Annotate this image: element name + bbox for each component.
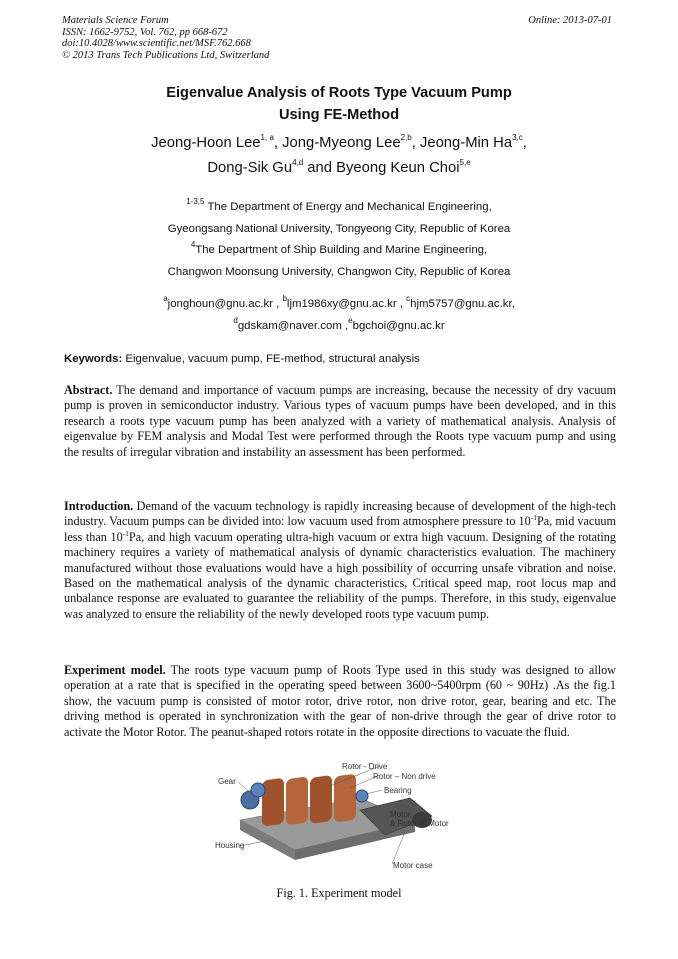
online-date: Online: 2013-07-01 <box>528 15 612 26</box>
abstract-text: The demand and importance of vacuum pumps are increasing, because the necessity of dry vacuum pump is proven in semiconductor industry. Various types of vacuum pumps have been developed, and in this research a roots type vacuum pump has been analyzed with a variety of mathematical analysis. Analysis of eigenvalue by FEM analysis and Modal Test were performed through the Roots type vacuum pump and using the results of irregular vibration and instability an assessment has been performed. <box>64 383 617 459</box>
email-sup: e <box>348 315 353 325</box>
author-name: Jeong-Min Ha <box>419 135 513 151</box>
author-emails <box>0 294 678 337</box>
affiliation-line <box>0 197 678 219</box>
figure-label-housing: Housing <box>215 841 245 850</box>
introduction-text: Pa, mid vacuum less than 10 <box>64 514 616 544</box>
email-link[interactable]: ljm1986xy@gnu.ac.kr <box>286 298 397 310</box>
journal-header <box>62 15 269 61</box>
exponent: -1 <box>530 513 537 523</box>
affiliation-sup: 1-3,5 <box>186 197 205 207</box>
email-link[interactable]: gdskam@naver.com <box>237 319 342 332</box>
affiliation-line: Changwon Moonsung University, Changwon City, Republic of Korea <box>167 265 511 278</box>
author-line-2: Dong-Sik Gu$^{4,d}$ and Byeong Keun Choi$^{5,e}$ <box>207 158 471 176</box>
pump-figure <box>210 760 480 878</box>
email-line-1: $^a$jonghoun@gnu.ac.kr , $^b$ljm1986xy@gnu.ac.kr , $^c$hjm5757@gnu.ac.kr, <box>163 294 515 310</box>
affiliation-line: Gyeongsang National University, Tongyeong City, Republic of Korea <box>167 222 511 235</box>
keywords <box>64 351 616 367</box>
journal-name: Materials Science Forum <box>62 15 169 26</box>
bearing-shape <box>356 790 368 802</box>
experiment-text: The roots type vacuum pump of Roots Type used in this study was designed to allow operation at a rate that is specified in the operating speed between 3600~5400rpm (60 ~ 90Hz) .As the fig.1 show, the vacuum pump is consisted of motor rotor, drive rotor, non drive rotor, gear, bearing and etc. The driving method is operated in synchronization with the gear of non-drive through the gear of drive rotor to activate the Motor Rotor. The peanut-shaped rotors rotate in the opposite directions to vacuate the fluid. <box>64 663 616 739</box>
keywords-label: Keywords: <box>64 353 123 365</box>
paper-title <box>0 82 678 126</box>
doi: doi:10.4028/www.scientific.net/MSF.762.668 <box>62 38 251 50</box>
email-link[interactable]: jonghoun@gnu.ac.kr <box>167 298 273 310</box>
email-link[interactable]: hjm5757@gnu.ac.kr, <box>410 298 515 310</box>
affiliation-text: The Department of Energy and Mechanical Engineering, <box>207 201 492 213</box>
author-name: Jeong-Hoon Lee <box>151 135 261 151</box>
introduction-paragraph <box>64 499 616 622</box>
introduction-label: Introduction. <box>64 499 134 513</box>
figure-label-rotor-non-drive: Rotor – Non drive <box>373 772 436 781</box>
copyright: © 2013 Trans Tech Publications Ltd, Switzerland <box>62 49 270 61</box>
issn: ISSN: 1662-9752, Vol. 762, pp 668-672 <box>62 26 228 38</box>
abstract-paragraph <box>64 383 616 460</box>
email-sup: a <box>163 294 168 304</box>
author-name: Dong-Sik Gu <box>207 160 293 176</box>
author-name: Jong-Myeong Lee <box>282 135 401 151</box>
exponent: -1 <box>122 528 129 538</box>
affiliation-sup: 4 <box>190 240 196 250</box>
figure-label-rotor-drive: Rotor - Drive <box>342 762 388 771</box>
author-sup: 3,c <box>512 133 523 143</box>
affiliation-line <box>0 240 678 262</box>
author-sup: 5,e <box>459 158 471 168</box>
title-line-2: Using FE-Method <box>279 107 399 123</box>
affiliations <box>0 197 678 283</box>
email-link[interactable]: bgchoi@gnu.ac.kr <box>352 319 445 332</box>
gear-shape <box>251 783 265 797</box>
author-sup: 1, a <box>260 133 274 143</box>
figure-label-motor-case: Motor case <box>393 861 433 870</box>
author-line-1: Jeong-Hoon Lee$^{1, a}$, Jong-Myeong Lee$^{2,b}$, Jeong-Min Ha$^{3,c}$, <box>151 133 527 151</box>
author-name: Byeong Keun Choi <box>336 160 460 176</box>
title-line-1: Eigenvalue Analysis of Roots Type Vacuum Pump <box>166 85 512 101</box>
author-sup: 4,d <box>292 158 304 168</box>
introduction-text: Demand of the vacuum technology is rapidly increasing because of development of the high-tech industry. Vacuum pumps can be divided into: low vacuum used from atmosphere pressure to 10 <box>64 499 617 529</box>
figure-label-gear: Gear <box>218 777 236 786</box>
introduction-text: Pa, and high vacuum operating ultra-high vacuum or extra high vacuum. Designing of the rotating machinery requires a variety of mathematical analysis of dynamic characteristics evaluation. The machinery manufactured without those evaluations would have a high possibility of occurring unsafe vibration and noise. Based on the mathematical analysis of the dynamic characteristics, Critical speed map, root locus map and unbalance response are evaluated to guarantee the reliability of the pumps. Therefore, in this study, eigenvalue was analyzed to ensure the reliability of the newly developed roots type vacuum pump. <box>64 529 616 621</box>
abstract-label: Abstract. <box>64 383 113 397</box>
experiment-label: Experiment model. <box>64 663 166 677</box>
author-sup: 2,b <box>400 133 412 143</box>
keywords-text: Eigenvalue, vacuum pump, FE-method, structural analysis <box>125 353 420 365</box>
figure-caption: Fig. 1. Experiment model <box>276 886 402 900</box>
email-sup: d <box>233 315 238 325</box>
email-sup: c <box>406 294 411 304</box>
email-line-2: $^d$gdskam@naver.com ,$^e$bgchoi@gnu.ac.kr <box>233 315 445 332</box>
email-sup: b <box>282 294 287 304</box>
experiment-paragraph <box>64 663 616 740</box>
figure-label-motor: Motor <box>390 810 411 819</box>
affiliation-text: The Department of Ship Building and Marine Engineering, <box>195 244 488 257</box>
figure-label-motor-rotor: & Rotor of Motor <box>390 819 449 828</box>
figure-label-bearing: Bearing <box>384 786 412 795</box>
author-list <box>0 131 678 181</box>
